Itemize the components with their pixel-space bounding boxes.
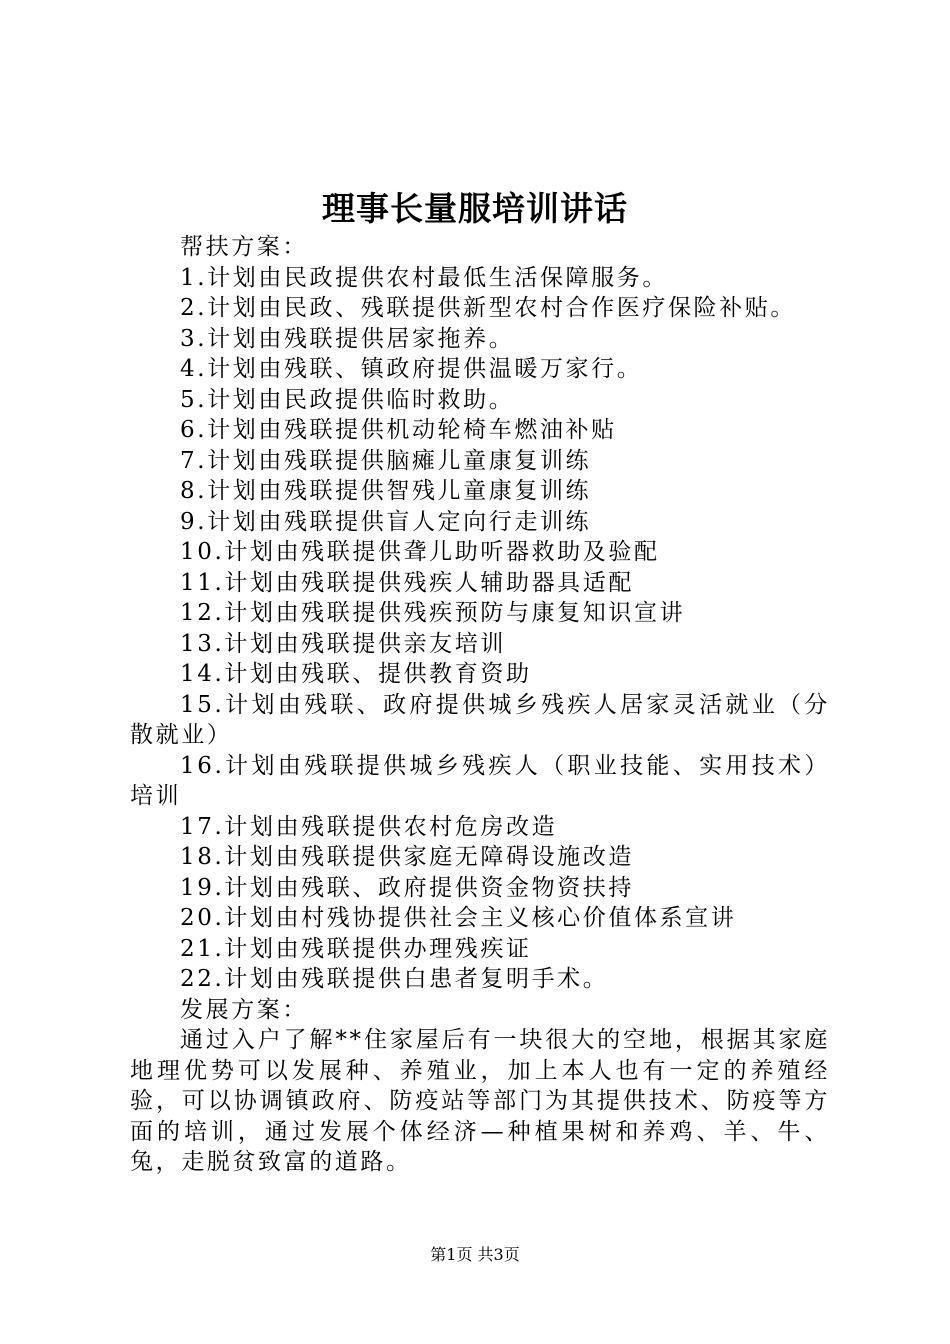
document-title: 理事长量服培训讲话: [322, 189, 628, 228]
plan-item-8: 8.计划由残联提供智残儿童康复训练: [180, 478, 592, 504]
plan-item-12: 12.计划由残联提供残疾预防与康复知识宣讲: [180, 600, 686, 626]
plan-item-18: 18.计划由残联提供家庭无障碍设施改造: [180, 844, 634, 870]
plan-item-10: 10.计划由残联提供聋儿助听器救助及验配: [180, 539, 660, 565]
plan-item-17: 17.计划由残联提供农村危房改造: [180, 813, 558, 840]
plan-item-20: 20.计划由村残协提供社会主义核心价值体系宣讲: [180, 905, 737, 931]
development-paragraph: 通过入户了解**住家屋后有一块很大的空地，根据其家庭地理优势可以发展种、养殖业，加上本人也有一定的养殖经验，可以协调镇政府、防疫站等部门为其提供技术、防疫等方面的培训，通过发展个体经济—种植果树和养鸡、羊、牛、兔，走脱贫致富的道路。: [130, 1027, 830, 1175]
plan-item-9: 9.计划由残联提供盲人定向行走训练: [180, 508, 592, 535]
plan-item-14: 14.计划由残联、提供教育资助: [180, 661, 532, 687]
plan-item-2: 2.计划由民政、残联提供新型农村合作医疗保险补贴。: [180, 295, 796, 321]
plan-item-15: 15.计划由残联、政府提供城乡残疾人居家灵活就业（分散就业）: [130, 691, 830, 748]
document-body: [130, 232, 830, 1178]
plan-item-6: 6.计划由残联提供机动轮椅车燃油补贴: [180, 417, 617, 443]
page-footer: 第1页 共3页: [430, 1245, 520, 1264]
plan-item-21: 21.计划由残联提供办理残疾证: [180, 935, 532, 962]
plan-item-16: 16.计划由残联提供城乡残疾人（职业技能、实用技术）培训: [130, 752, 830, 809]
plan-item-11: 11.计划由残联提供残疾人辅助器具适配: [180, 569, 634, 596]
plan-item-19: 19.计划由残联、政府提供资金物资扶持: [180, 874, 634, 901]
plan-item-1: 1.计划由民政提供农村最低生活保障服务。: [180, 264, 668, 291]
plan-item-13: 13.计划由残联提供亲友培训: [180, 630, 506, 657]
plan-item-3: 3.计划由残联提供居家拖养。: [180, 325, 515, 352]
plan-item-7: 7.计划由残联提供脑瘫儿童康复训练: [180, 447, 592, 474]
plan-item-4: 4.计划由残联、镇政府提供温暖万家行。: [180, 356, 643, 382]
section-heading-assistance: 帮扶方案：: [180, 234, 308, 260]
plan-item-5: 5.计划由民政提供临时救助。: [180, 386, 515, 413]
section-heading-development: 发展方案：: [180, 996, 308, 1023]
plan-item-22: 22.计划由残联提供白患者复明手术。: [180, 966, 609, 992]
